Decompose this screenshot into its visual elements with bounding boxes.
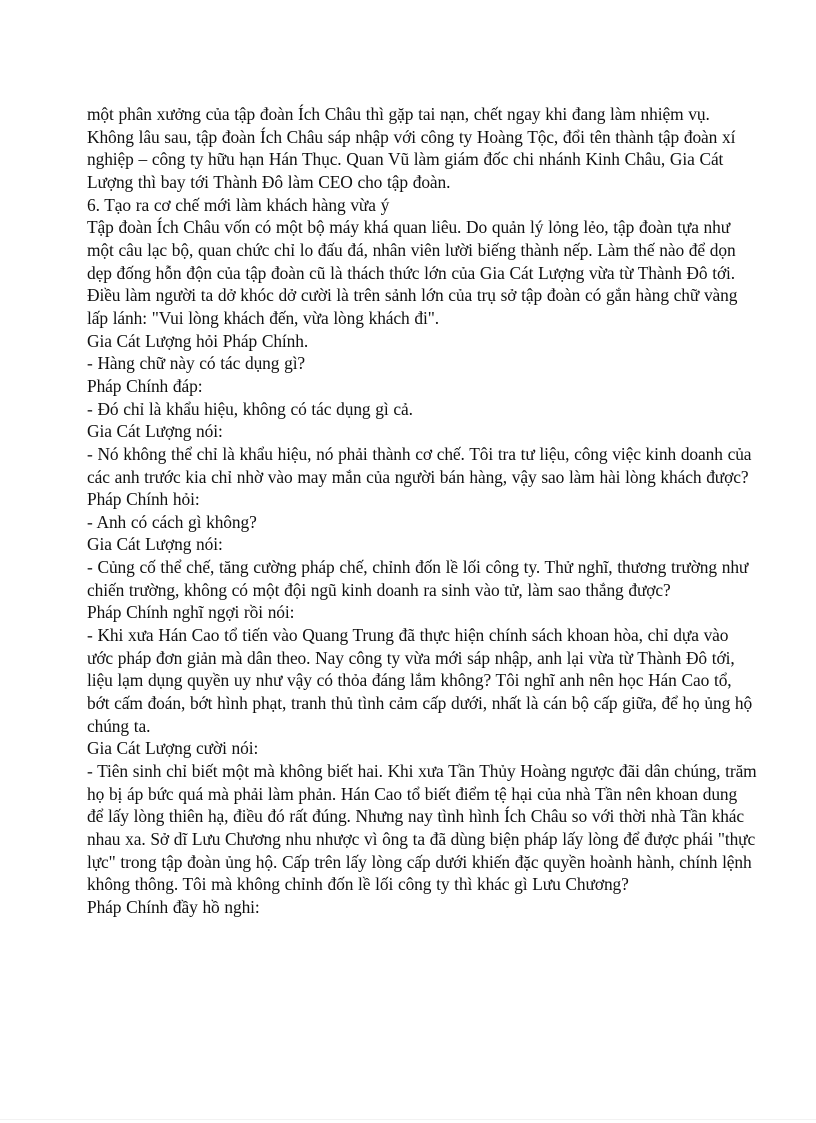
dialogue-line: - Khi xưa Hán Cao tổ tiến vào Quang Trung đã thực hiện chính sách khoan hòa, chỉ dựa vào ước pháp đơn giản mà dân theo. Nay công ty vừa mới sáp nhập, anh lại vừa từ Thành Đô tới, liệu lạm dụng quyền uy như vậy có thỏa đáng lắm không? Tôi nghĩ anh nên học Hán Cao tổ, bớt cấm đoán, bớt hình phạt, tranh thủ tình cảm cấp dưới, nhất là cán bộ cấp giữa, để họ ủng hộ chúng ta. xyxy=(87,625,753,736)
document-body xyxy=(87,103,757,919)
dialogue-line: - Tiên sinh chỉ biết một mà không biết hai. Khi xưa Tần Thủy Hoàng ngược đãi dân chúng, trăm họ bị áp bức quá mà phải làm phản. Hán Cao tổ biết điểm tệ hại của nhà Tần nên khoan dung để lấy lòng thiên hạ, điều đó rất đúng. Nhưng nay tình hình Ích Châu so với thời nhà Tần khác nhau xa. Sở dĩ Lưu Chương nhu nhược vì ông ta đã dùng biện pháp lấy lòng để được phái "thực lực" trong tập đoàn ủng hộ. Cấp trên lấy lòng cấp dưới khiến đặc quyền hoành hành, chính lệnh không thông. Tôi mà không chỉnh đốn lề lối công ty thì khác gì Lưu Chương? xyxy=(87,761,757,895)
dialogue-line: Pháp Chính hỏi: xyxy=(87,489,200,510)
dialogue-line: Pháp Chính đầy hồ nghi: xyxy=(87,896,260,917)
dialogue-line: Pháp Chính đáp: xyxy=(87,375,203,396)
dialogue-line: Gia Cát Lượng nói: xyxy=(87,534,223,555)
dialogue-line: - Đó chỉ là khẩu hiệu, không có tác dụng gì cả. xyxy=(87,398,413,419)
dialogue-line: Gia Cát Lượng cười nói: xyxy=(87,738,259,759)
dialogue-line: Gia Cát Lượng nói: xyxy=(87,421,223,442)
page-bottom-edge xyxy=(0,1119,816,1120)
dialogue-line: - Hàng chữ này có tác dụng gì? xyxy=(87,353,306,374)
section-heading-6: 6. Tạo ra cơ chế mới làm khách hàng vừa ý xyxy=(87,194,390,215)
dialogue-line: Pháp Chính nghĩ ngợi rồi nói: xyxy=(87,602,295,623)
dialogue-line: - Củng cố thể chế, tăng cường pháp chế, chỉnh đốn lề lối công ty. Thử nghĩ, thương trường như chiến trường, không có một đội ngũ kinh doanh ra sinh vào tử, làm sao thắng được? xyxy=(87,557,749,600)
paragraph-bureaucracy: Tập đoàn Ích Châu vốn có một bộ máy khá quan liêu. Do quản lý lỏng lẻo, tập đoàn tựa như một câu lạc bộ, quan chức chỉ lo đấu đá, nhân viên lười biếng thành nếp. Làm thế nào để dọn dẹp đống hỗn độn của tập đoàn cũ là thách thức lớn của Gia Cát Lượng vừa từ Thành Đô tới. Điều làm người ta dở khóc dở cười là trên sảnh lớn của trụ sở tập đoàn có gắn hàng chữ vàng lấp lánh: "Vui lòng khách đến, vừa lòng khách đi". xyxy=(87,217,738,328)
paragraph-accident: một phân xưởng của tập đoàn Ích Châu thì gặp tai nạn, chết ngay khi đang làm nhiệm vụ. xyxy=(87,104,710,124)
dialogue-line: - Nó không thể chỉ là khẩu hiệu, nó phải thành cơ chế. Tôi tra tư liệu, công việc kinh doanh của các anh trước kia chỉ nhờ vào may mắn của người bán hàng, vậy sao làm hài lòng khách được? xyxy=(87,443,752,487)
dialogue-line: Gia Cát Lượng hỏi Pháp Chính. xyxy=(87,330,309,351)
dialogue-line: - Anh có cách gì không? xyxy=(87,511,257,532)
paragraph-merger: Không lâu sau, tập đoàn Ích Châu sáp nhập với công ty Hoàng Tộc, đổi tên thành tập đoàn xí nghiệp – công ty hữu hạn Hán Thục. Quan Vũ làm giám đốc chi nhánh Kinh Châu, Gia Cát Lượng thì bay tới Thành Đô làm CEO cho tập đoàn. xyxy=(87,126,736,192)
